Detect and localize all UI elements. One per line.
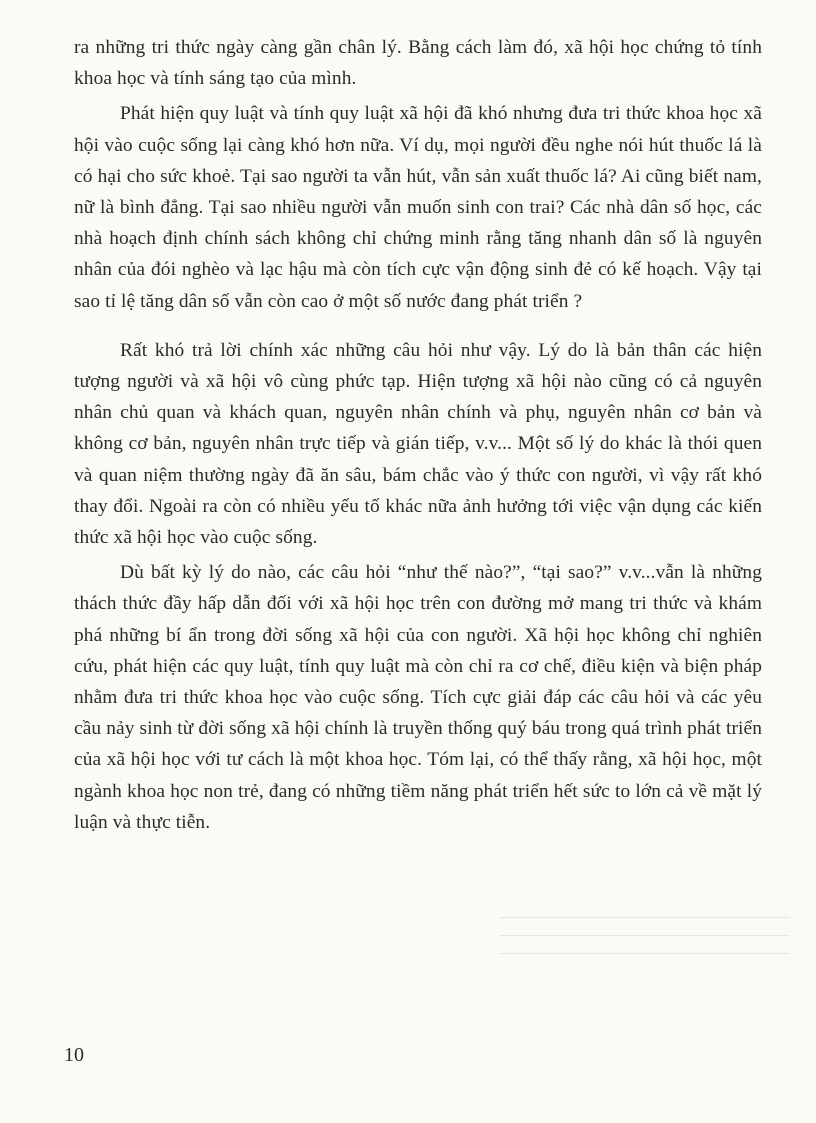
body-text [74,32,762,842]
show-through-lines [500,900,790,990]
paragraph-social-laws: Phát hiện quy luật và tính quy luật xã hội đã khó nhưng đưa tri thức khoa học xã hội vào cuộc sống lại càng khó hơn nữa. Ví dụ, mọi người đều nghe nói hút thuốc lá là có hại cho sức khoẻ. Tại sao người ta vẫn hút, vẫn sản xuất thuốc lá? Ai cũng biết nam, nữ là bình đẳng. Tại sao nhiều người vẫn muốn sinh con trai? Các nhà dân số học, các nhà hoạch định chính sách không chỉ chứng minh rằng tăng nhanh dân số là nguyên nhân của đói nghèo và lạc hậu mà còn tích cực vận động sinh đẻ có kế hoạch. Vậy tại sao tỉ lệ tăng dân số vẫn còn cao ở một số nước đang phát triển ? [74,103,762,312]
paragraph-conclusion: Dù bất kỳ lý do nào, các câu hỏi “như thế nào?”, “tại sao?” v.v...vẫn là những thách thức đầy hấp dẫn đối với xã hội học trên con đường mở mang tri thức và khám phá những bí ẩn trong đời sống xã hội của con người. Xã hội học không chỉ nghiên cứu, phát hiện các quy luật, tính quy luật mà còn chỉ ra cơ chế, điều kiện và biện pháp nhằm đưa tri thức khoa học vào cuộc sống. Tích cực giải đáp các câu hỏi và các yêu cầu nảy sinh từ đời sống xã hội chính là truyền thống quý báu trong quá trình phát triển của xã hội học với tư cách là một khoa học. Tóm lại, có thể thấy rằng, xã hội học, một ngành khoa học non trẻ, đang có những tiềm năng phát triển hết sức to lớn cả về mặt lý luận và thực tiễn. [74,562,762,833]
page-number: 10 [64,1044,84,1066]
paragraph-continuation: ra những tri thức ngày càng gần chân lý. Bằng cách làm đó, xã hội học chứng tỏ tính khoa học và tính sáng tạo của mình. [74,37,762,90]
paragraph-difficulty: Rất khó trả lời chính xác những câu hỏi như vậy. Lý do là bản thân các hiện tượng người và xã hội vô cùng phức tạp. Hiện tượng xã hội nào cũng có cả nguyên nhân chủ quan và khách quan, nguyên nhân chính và phụ, nguyên nhân cơ bản và không cơ bản, nguyên nhân trực tiếp và gián tiếp, v.v... Một số lý do khác là thói quen và quan niệm thường ngày đã ăn sâu, bám chắc vào ý thức con người, vì vậy rất khó thay đổi. Ngoài ra còn có nhiều yếu tố khác nữa ảnh hưởng tới việc vận dụng các kiến thức xã hội học vào cuộc sống. [74,339,762,549]
